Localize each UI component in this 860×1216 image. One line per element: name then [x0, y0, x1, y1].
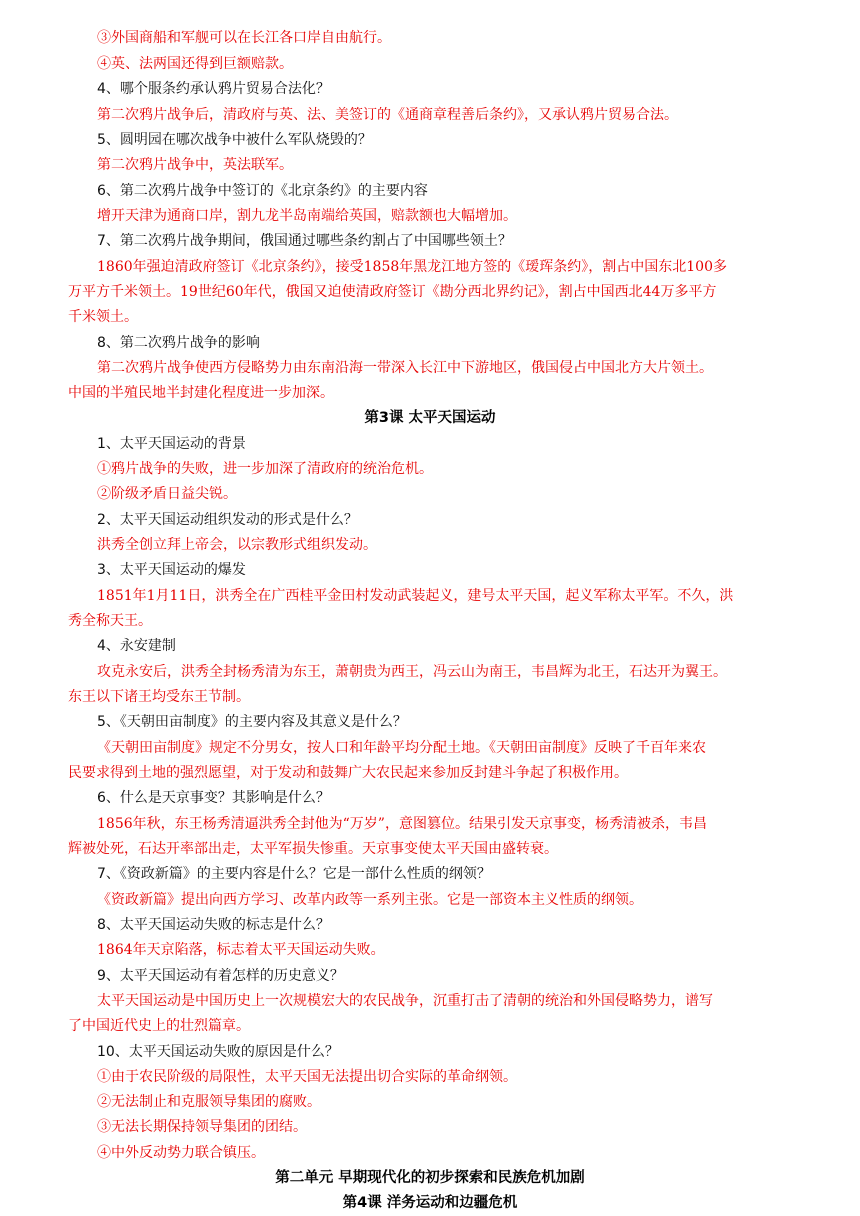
answer-line: 千米领土。 [68, 309, 138, 325]
question-line: 5、圆明园在哪次战争中被什么军队烧毁的？ [97, 132, 372, 148]
answer-line: 第二次鸦片战争使西方侵略势力由东南沿海一带深入长江中下游地区，俄国侵占中国北方大片领土。 [97, 360, 713, 376]
question-line: 6、第二次鸦片战争中签订的《北京条约》的主要内容 [97, 183, 428, 199]
answer-line: 洪秀全创立拜上帝会，以宗教形式组织发动。 [97, 537, 377, 553]
answer-line: 《资政新篇》提出向西方学习、改革内政等一系列主张。它是一部资本主义性质的纲领。 [97, 892, 643, 908]
answer-line: 了中国近代史上的壮烈篇章。 [68, 1018, 250, 1034]
answer-line: 第二次鸦片战争中，英法联军。 [97, 157, 293, 173]
answer-line: ①鸦片战争的失败，进一步加深了清政府的统治危机。 [97, 461, 433, 477]
answer-line: ③无法长期保持领导集团的团结。 [97, 1119, 307, 1135]
lesson-heading: 第4课 洋务运动和边疆危机 [342, 1195, 518, 1211]
answer-line: 太平天国运动是中国历史上一次规模宏大的农民战争，沉重打击了清朝的统治和外国侵略势力，谱写 [97, 993, 713, 1009]
question-line: 7、《资政新篇》的主要内容是什么？它是一部什么性质的纲领？ [97, 866, 491, 882]
question-line: 4、永安建制 [97, 638, 176, 654]
answer-line: 1851年1月11日，洪秀全在广西桂平金田村发动武装起义，建号太平天国，起义军称太平军。不久，洪 [97, 588, 734, 604]
question-line: 8、太平天国运动失败的标志是什么？ [97, 917, 330, 933]
answer-line: 攻克永安后，洪秀全封杨秀清为东王，萧朝贵为西王，冯云山为南王，韦昌辉为北王，石达开为翼王。 [97, 664, 727, 680]
answer-line: 增开天津为通商口岸，割九龙半岛南端给英国，赔款额也大幅增加。 [97, 208, 517, 224]
question-line: 9、太平天国运动有着怎样的历史意义？ [97, 968, 344, 984]
answer-line: ①由于农民阶级的局限性，太平天国无法提出切合实际的革命纲领。 [97, 1069, 517, 1085]
question-line: 6、什么是天京事变？其影响是什么？ [97, 790, 330, 806]
question-line: 2、太平天国运动组织发动的形式是什么？ [97, 512, 358, 528]
answer-line: 1856年秋，东王杨秀清逼洪秀全封他为“万岁”，意图篡位。结果引发天京事变，杨秀清被杀，韦昌 [97, 816, 707, 832]
question-line: 7、第二次鸦片战争期间，俄国通过哪些条约割占了中国哪些领土？ [97, 233, 512, 249]
answer-line: 秀全称天王。 [68, 613, 152, 629]
answer-line: 第二次鸦片战争后，清政府与英、法、美签订的《通商章程善后条约》，又承认鸦片贸易合法。 [97, 107, 678, 123]
answer-line: 1860年强迫清政府签订《北京条约》，接受1858年黑龙江地方签的《瑷珲条约》，割占中国东北100多 [97, 259, 727, 275]
answer-line: 辉被处死，石达开率部出走，太平军损失惨重。天京事变使太平天国由盛转衰。 [68, 841, 558, 857]
answer-line: 民要求得到土地的强烈愿望，对于发动和鼓舞广大农民起来参加反封建斗争起了积极作用。 [68, 765, 628, 781]
question-line: 8、第二次鸦片战争的影响 [97, 335, 260, 351]
question-line: 1、太平天国运动的背景 [97, 436, 246, 452]
answer-line: ④英、法两国还得到巨额赔款。 [97, 56, 293, 72]
question-line: 3、太平天国运动的爆发 [97, 562, 246, 578]
answer-line: 《天朝田亩制度》规定不分男女，按人口和年龄平均分配土地。《天朝田亩制度》反映了千百年来农 [97, 740, 706, 756]
answer-line: ②阶级矛盾日益尖锐。 [97, 486, 237, 502]
question-line: 10、太平天国运动失败的原因是什么？ [97, 1044, 339, 1060]
answer-line: 1864年天京陷落，标志着太平天国运动失败。 [97, 942, 385, 958]
answer-line: 东王以下诸王均受东王节制。 [68, 689, 250, 705]
answer-line: ④中外反动势力联合镇压。 [97, 1145, 265, 1161]
answer-line: 万平方千米领土。19世纪60年代，俄国又迫使清政府签订《勘分西北界约记》，割占中国西北44万多平方 [68, 284, 717, 300]
question-line: 5、《天朝田亩制度》的主要内容及其意义是什么？ [97, 714, 407, 730]
answer-line: 中国的半殖民地半封建化程度进一步加深。 [68, 385, 334, 401]
answer-line: ③外国商船和军舰可以在长江各口岸自由航行。 [97, 30, 391, 46]
unit-heading: 第二单元 早期现代化的初步探索和民族危机加剧 [275, 1170, 585, 1186]
answer-line: ②无法制止和克服领导集团的腐败。 [97, 1094, 321, 1110]
lesson-heading: 第3课 太平天国运动 [364, 410, 496, 426]
question-line: 4、哪个服条约承认鸦片贸易合法化？ [97, 81, 330, 97]
